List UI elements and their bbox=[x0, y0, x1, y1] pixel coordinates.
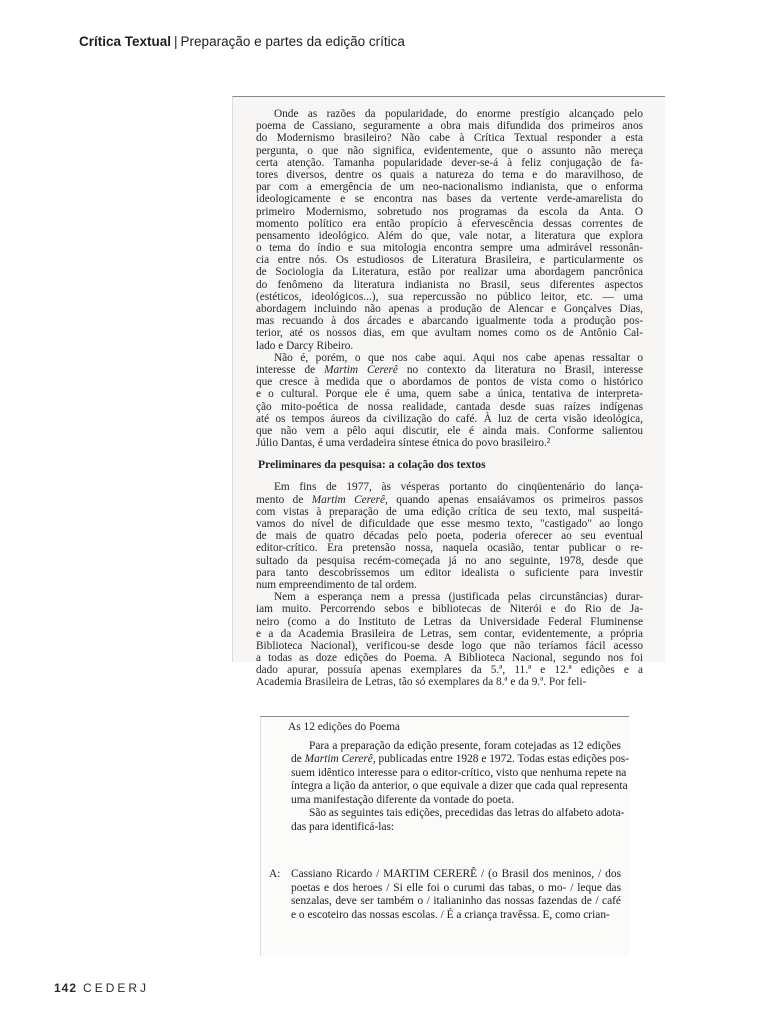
paragraph-2 bbox=[256, 352, 665, 450]
text-line: terior, até os nossos dias, em que avultam nomes como os de Antônio Cal- bbox=[256, 327, 643, 340]
text-line: Cassiano Ricardo / MARTIM CERERÊ / (o Brasil dos meninos, / dos bbox=[291, 868, 621, 880]
text-line: Biblioteca Nacional), verificou-se desde logo que não teríamos fácil acesso bbox=[256, 639, 643, 652]
paragraph-1 bbox=[256, 108, 665, 352]
text-line: ideologicamente e se encontra nas bases da vertente verde-amarelista do bbox=[256, 193, 643, 206]
text-line: editor-crítico. Era pretensão nossa, naquela ocasião, tentar publicar o re- bbox=[256, 542, 643, 555]
paragraph-3 bbox=[256, 481, 665, 591]
section-subheading: Preliminares da pesquisa: a colação dos textos bbox=[258, 458, 486, 472]
text-line: abordagem incluindo não apenas a produção de Alencar e Gonçalves Dias, bbox=[256, 303, 643, 315]
text-line: mento de Martim Cererê, quando apenas ensaiávamos os primeiros passos bbox=[256, 493, 643, 506]
scanned-excerpt-2 bbox=[260, 716, 629, 956]
text-line: de Sociologia da Literatura, estão por realizar uma abordagem pancrônica bbox=[256, 266, 643, 279]
text-line: Não é, porém, o que nos cabe aqui. Aqui nos cabe apenas ressaltar o bbox=[274, 351, 643, 364]
page-footer bbox=[54, 981, 149, 995]
text-line: íntegra a lição da anterior, o que equivale a dizer que cada qual representa bbox=[291, 780, 628, 792]
paragraph-1 bbox=[291, 740, 629, 808]
text-line: interesse de Martim Cererê no contexto da literatura no Brasil, interesse bbox=[256, 363, 643, 376]
text-line: dado apurar, possuía apenas exemplares da 5.ª, 11.ª e 12.ª edições e a bbox=[256, 664, 643, 677]
text-line: Academia Brasileira de Letras, tão só exemplares da 8.ª e da 9.ª. Por feli- bbox=[256, 676, 587, 689]
text-line: e o cultural. Porque ele é uma, quem sabe a única, tentativa de interpreta- bbox=[256, 388, 643, 401]
text-line: das para identificá-las: bbox=[291, 820, 395, 833]
text-line: pensamento ideológico. Além do que, vale notar, a literatura que explora bbox=[256, 229, 643, 242]
text-line: Para a preparação da edição presente, foram cotejadas as 12 edições bbox=[309, 739, 621, 752]
text-line: lado e Darcy Ribeiro. bbox=[256, 339, 354, 352]
text-line: a todas as doze edições do Poema. A Biblioteca Nacional, segundo nos foi bbox=[256, 652, 643, 665]
footer-brand: CEDERJ bbox=[83, 981, 150, 995]
text-line: de Martim Cererê, publicadas entre 1928 e 1972. Todas estas edições pos- bbox=[291, 753, 630, 765]
text-line: neiro (como a do Instituto de Letras da Universidade Federal Fluminense bbox=[256, 615, 643, 628]
header-separator: | bbox=[174, 34, 178, 49]
text-line: Onde as razões da popularidade, do enorme prestígio alcançado pelo bbox=[274, 108, 643, 120]
text-line: que não vem a pêlo aqui discutir, ele é ainda mais. Conforme salientou bbox=[256, 424, 643, 437]
text-line: cia entre nós. Os estudiosos de Literatura Brasileira, e particularmente os bbox=[256, 254, 643, 267]
text-line: de mais de quatro décadas pelo poeta, poderia oferecer ao seu eventual bbox=[256, 530, 643, 543]
text-line: uma manifestação diferente da vontade do poeta. bbox=[291, 793, 514, 806]
text-line: sultado da pesquisa recém-começada já no ano seguinte, 1978, desde que bbox=[256, 554, 643, 567]
entry-letter: A: bbox=[269, 868, 281, 880]
text-line: certa atenção. Tamanha popularidade dever-se-á à feliz conjugação de fa- bbox=[256, 156, 643, 169]
text-line: São as seguintes tais edições, precedidas das letras do alfabeto adota- bbox=[309, 807, 625, 819]
text-line: e o escoteiro das nossas escolas. / É a criança travêssa. E, como crian- bbox=[291, 908, 610, 921]
text-line: (estéticos, ideológicos...), sua repercussão no público leitor, etc. — uma bbox=[256, 290, 643, 303]
text-line: tores diversos, dentre os quais a natureza do tema e do maravilhoso, de bbox=[256, 168, 643, 181]
text-line: do Modernismo brasileiro? Não cabe à Crítica Textual responder a esta bbox=[256, 132, 643, 145]
excerpt-title: As 12 edições do Poema bbox=[288, 721, 400, 733]
text-line: pergunta, o que não significa, evidentemente, que o assunto não mereça bbox=[256, 144, 643, 157]
scanned-excerpt-1 bbox=[232, 96, 665, 689]
edition-entry-a bbox=[269, 868, 629, 922]
text-line: e a da Academia Brasileira de Letras, sem contar, evidentemente, a própria bbox=[256, 627, 643, 640]
page-number: 142 bbox=[54, 981, 78, 995]
text-line: num empreendimento de tal ordem. bbox=[256, 578, 417, 591]
text-line: vamos do nível de dificuldade que esse mesmo texto, "castigado" ao longo bbox=[256, 518, 643, 530]
running-head bbox=[79, 34, 405, 49]
text-line: mas recuando à dos árcades e abarcando igualmente toda a produção pos- bbox=[256, 315, 643, 328]
spacer bbox=[291, 834, 629, 868]
text-line: iam muito. Percorrendo sebos e bibliotecas de Niterói e do Rio de Ja- bbox=[256, 603, 643, 616]
course-title: Crítica Textual bbox=[79, 34, 172, 49]
text-line: poema de Cassiano, seguramente a obra mais difundida dos primeiros anos bbox=[256, 120, 643, 133]
text-line: Nem a esperança nem a pressa (justificada pelas circunstâncias) durar- bbox=[274, 591, 643, 604]
text-line: que cresce à medida que o abordamos de pontos de vista como o histórico bbox=[256, 376, 643, 389]
text-line: poetas e dos heroes / Si elle foi o curumi das tabas, o mo- / leque das bbox=[291, 881, 621, 894]
text-line: ção mito-poética de nossa realidade, cantada desde suas raízes indígenas bbox=[256, 400, 643, 413]
text-line: para tanto descobríssemos um editor idealista o suficiente para investir bbox=[256, 566, 643, 579]
text-line: Em fins de 1977, às vésperas portanto do cinqüentenário do lança- bbox=[274, 481, 643, 494]
text-line: do fenômeno da literatura indianista no Brasil, seus diferentes aspectos bbox=[256, 278, 643, 291]
text-line: o tema do índio e sua mitologia encontra sempre uma admirável ressonân- bbox=[256, 242, 643, 255]
text-line: senzalas, deve ser também o / italianinho das nossas fazendas de / café bbox=[291, 895, 621, 907]
text-line: par com a emergência de um neo-nacionalismo indianista, que o enforma bbox=[256, 181, 643, 194]
paragraph-2 bbox=[291, 807, 629, 834]
paragraph-4 bbox=[256, 591, 665, 689]
text-line: suem idêntico interesse para o editor-crítico, visto que nenhuma repete na bbox=[291, 766, 627, 779]
text-line: primeiro Modernismo, sobretudo nos programas da escola da Anta. O bbox=[256, 205, 643, 218]
text-line: momento político era então propício à efervescência dessas correntes de bbox=[256, 217, 643, 230]
text-line: até os tempos áureos da civilização do café. À luz de certa visão ideológica, bbox=[256, 412, 643, 425]
spacer bbox=[256, 471, 665, 481]
text-line: Júlio Dantas, é uma verdadeira síntese étnica do povo brasileiro.² bbox=[256, 437, 551, 450]
chapter-title: Preparação e partes da edição crítica bbox=[180, 34, 405, 49]
text-line: com vistas à preparação de uma edição crítica de seu texto, mal suspeitá- bbox=[256, 505, 643, 518]
entry-text bbox=[291, 868, 629, 922]
